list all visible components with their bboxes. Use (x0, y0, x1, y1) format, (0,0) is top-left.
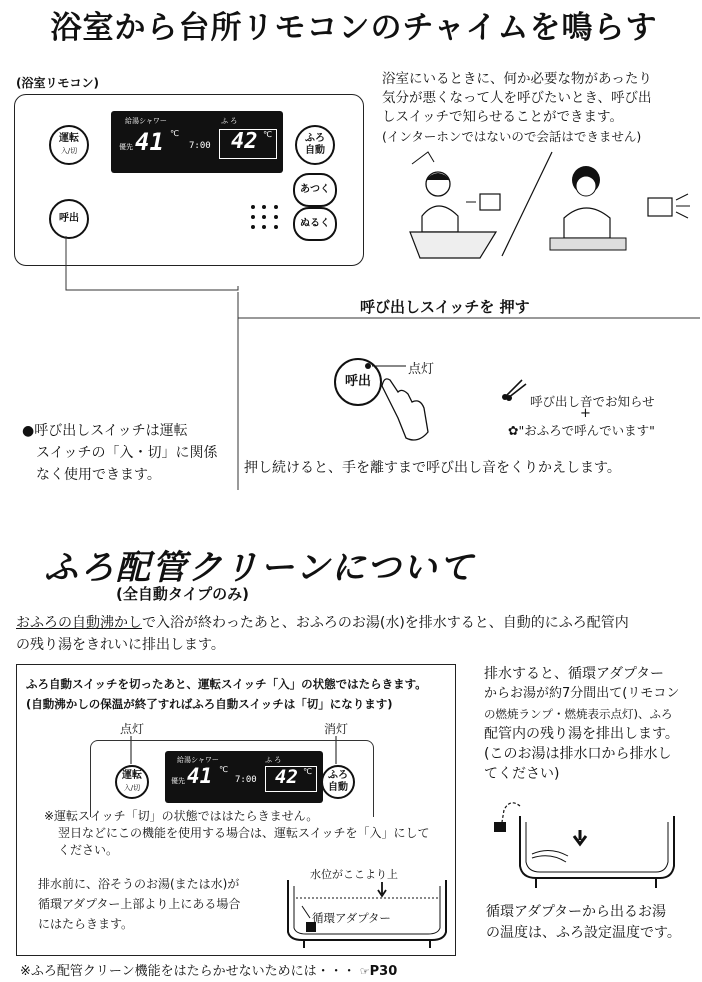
right-line: 配管内の残り湯を排出します。 (484, 726, 679, 742)
note-line: なく使用できます。 (36, 467, 161, 483)
display-priority: 優先 (119, 143, 133, 151)
yobidashi-button-label: 呼出 (59, 213, 79, 224)
condition-block (38, 874, 278, 934)
furo-auto-2-label-2: 自動 (328, 782, 348, 793)
intro-line: (インターホンではないので会話はできません) (382, 129, 642, 144)
kyuto-unit-2: ℃ (219, 765, 228, 774)
section2-title: ふろ配管クリーンについて (44, 548, 475, 588)
warn-line: ※運転スイッチ「切」の状態でははたらきません。 (44, 809, 319, 823)
warn-line: 翌日などにこの機能を使用する場合は、運転スイッチを「入」にして (58, 826, 430, 840)
yobidashi-callout-label: 呼出 (344, 374, 371, 389)
sound-plus: + (580, 406, 591, 421)
right-line: てください) (484, 766, 560, 782)
unten-button-label: 運転 (59, 133, 79, 144)
box-line-1: ふろ自動スイッチを切ったあと、運転スイッチ「入」の状態ではたらきます。 (26, 677, 427, 691)
atsuku-label: あつく (300, 184, 330, 195)
unten-button-2[interactable] (115, 765, 149, 799)
clock-display: 7:00 (189, 141, 211, 151)
water-level-label: 水位がここより上 (310, 868, 398, 881)
display2-label-furo: ふ ろ (265, 756, 282, 764)
intro-rest-1: で入浴が終わったあと、おふろのお湯(水)を排水すると、自動的にふろ配管内 (142, 615, 629, 631)
warn-block (44, 808, 454, 859)
kitchen-remote (90, 740, 374, 817)
cond-line: 排水前に、浴そうのお湯(または水)が (38, 877, 240, 891)
unten-button-sub: 入/切 (60, 147, 78, 155)
footer-note (20, 960, 397, 979)
furo-auto-label-1: ふろ (305, 133, 325, 144)
furo-auto-2-label-1: ふろ (328, 770, 348, 781)
furo-auto-button-2[interactable] (321, 765, 355, 799)
sound-line-2-text: "おふろで呼んでいます" (518, 423, 655, 438)
furo-temp-2: 42 (275, 766, 298, 788)
temp-line: の温度は、ふろ設定温度です。 (486, 925, 681, 941)
sound-line-1: 呼び出し音でお知らせ (530, 394, 655, 409)
lamp-on-label: 点灯 (408, 362, 435, 377)
display-label-kyuto: 給湯シャワー (125, 117, 167, 125)
lamp-off-label: 消灯 (324, 722, 349, 736)
kyuto-temp: 41 (135, 128, 164, 156)
clock-display-2: 7:00 (235, 775, 257, 785)
unten-button-2-label: 運転 (122, 770, 142, 781)
nuruku-label: ぬるく (300, 218, 330, 229)
lamp-on-label-2: 点灯 (120, 722, 145, 736)
furo-temp: 42 (231, 129, 258, 154)
kyuto-unit: ℃ (170, 129, 179, 138)
auto-heat-link: おふろの自動沸かし (16, 615, 142, 631)
box-line-2: (自動沸かしの保温が終了すればふろ自動スイッチは「切」になります) (26, 697, 393, 711)
footer-note-text: ※ふろ配管クリーン機能をはたらかせないためには・・・ (20, 964, 356, 979)
right-line: 排水すると、循環アダプター (484, 666, 665, 682)
speaker-icon: ✿ (508, 423, 519, 438)
cond-line: 循環アダプター上部より上にある場合 (38, 897, 241, 911)
footer-page-ref[interactable]: P30 (369, 964, 398, 979)
note-line: ●呼び出しスイッチは運転 (22, 423, 188, 439)
display-label-furo: ふ ろ (221, 117, 238, 125)
warn-line: ください。 (58, 843, 119, 857)
display2-label-kyuto: 給湯シャワー (177, 756, 219, 764)
right-line: からお湯が約7分間出て(リモコン (484, 686, 680, 701)
temp-note (486, 902, 700, 944)
hand-pointer-icon: ☞ (359, 965, 370, 978)
furo-auto-label-2: 自動 (305, 145, 325, 156)
furo-unit: ℃ (263, 130, 272, 139)
display2-priority: 優先 (171, 777, 185, 785)
intro-line: 気分が悪くなって人を呼びたいとき、呼び出 (382, 90, 652, 106)
cond-line: にはたらきます。 (38, 917, 134, 931)
intro-line: 浴室にいるときに、何か必要な物があったり (382, 71, 652, 87)
adapter-label: 循環アダプター (312, 911, 391, 925)
remote-caption: (浴室リモコン) (16, 76, 99, 90)
intro-line: しスイッチで知らせることができます。 (382, 109, 623, 125)
right-line: の燃焼ランプ・燃焼表示点灯)、ふろ (484, 707, 673, 721)
section2-subtitle: (全自動タイプのみ) (116, 585, 249, 603)
temp-line: 循環アダプターから出るお湯 (486, 904, 667, 920)
kyuto-temp-2: 41 (187, 764, 213, 788)
instruction-text: 呼び出しスイッチを 押す (360, 298, 530, 316)
unten-button-2-sub: 入/切 (123, 784, 141, 792)
section1-title: 浴室から台所リモコンのチャイムを鳴らす (50, 10, 658, 46)
drain-illustration (480, 796, 694, 896)
repeat-note: 押し続けると、手を離すまで呼び出し音をくりかえします。 (244, 460, 621, 476)
furo-unit-2: ℃ (303, 767, 312, 776)
intro-rest-2: の残り湯をきれいに排出します。 (16, 637, 225, 653)
right-explanation (484, 664, 700, 784)
note-line: スイッチの「入・切」に関係 (36, 445, 218, 461)
remote-display-2 (165, 751, 323, 803)
right-line: (このお湯は排水口から排水し (484, 746, 672, 762)
